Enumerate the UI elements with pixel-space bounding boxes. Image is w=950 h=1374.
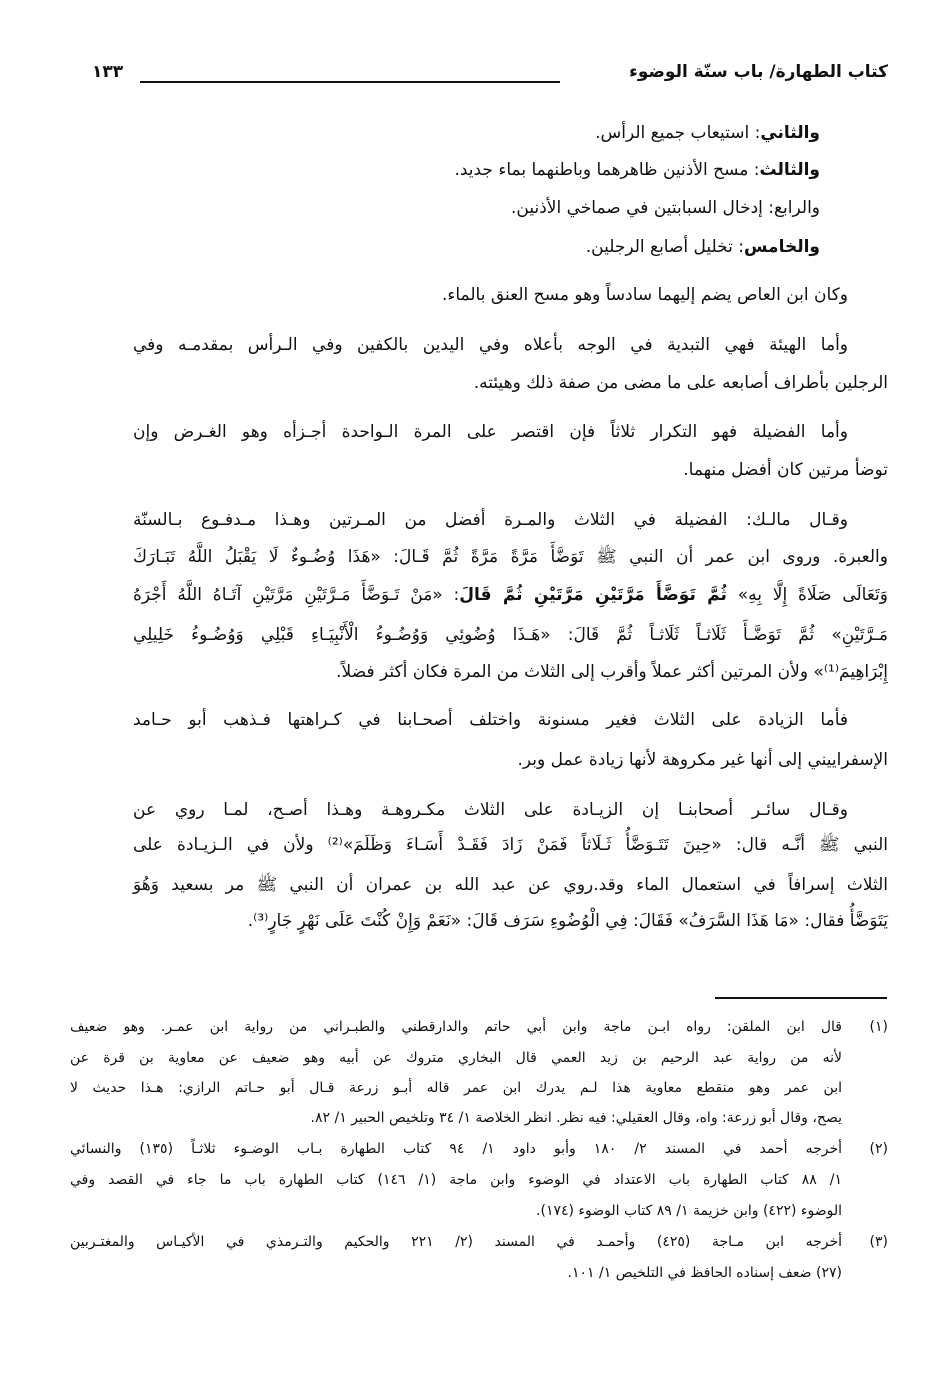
header-rule — [140, 81, 560, 83]
text-segment: وأما الفضيلة فهو التكرار ثلاثاً فإن اقتصر على المرة الـواحدة أجـزأه وهو الغـرض وإن — [133, 422, 848, 442]
text-line — [133, 419, 888, 445]
footnote-text: أخرجه أحمد في المسند ٢/ ١٨٠ وأبو داود ١/ ٩٤ كتاب الطهارة بـاب الوضـوء ثلاثـاً (١٣٥) والنسائي — [70, 1141, 843, 1157]
text-line — [133, 832, 888, 858]
text-line — [133, 908, 888, 934]
footnote-text: الوضوء (٤٢٢) وابن خزيمة ١/ ٨٩ كتاب الوضوء (١٧٤). — [536, 1203, 842, 1219]
text-line — [133, 195, 888, 221]
bold-text: والثاني — [760, 123, 820, 143]
text-segment: فأما الزيادة على الثلاث فغير مسنونة واختلف أصحـابنا في كـراهتها فـذهب أبو حـامد — [133, 710, 848, 730]
text-segment: يَتَوَضَّأُ فقال: «مَا هَذَا السَّرَفُ» فَقَالَ: فِي الْوُضُوءِ سَرَف قَالَ: «نَعَمْ وَإِنْ كُنْتَ عَلَى نَهْرٍ جَارٍ⁽³⁾. — [247, 911, 888, 931]
text-line — [133, 544, 888, 570]
text-line — [133, 507, 888, 533]
chapter-title: كتاب الطهارة/ باب سنّة الوضوء — [629, 62, 888, 82]
bold-text: ثُمَّ تَوَضَّأَ مَرَّتَيْنِ مَرَّتَيْنِ ثُمَّ قَالَ — [459, 585, 727, 605]
footnote-line — [68, 1077, 888, 1099]
text-segment: توضأ مرتين كان أفضل منهما. — [683, 460, 888, 480]
text-line — [133, 659, 888, 685]
footnote-number: (٣) — [869, 1234, 888, 1250]
footnote-number: (١) — [869, 1019, 888, 1035]
footnote-text: (٢٧) ضعف إسناده الحافظ في التلخيص ١/ ١٠١. — [567, 1265, 842, 1281]
text-line — [133, 157, 888, 183]
text-segment: وقـال مالـك: الفضيلة في الثلاث والمـرة أفضل من المـرتين وهـذا مـدفـوع بـالسنّة — [133, 510, 848, 530]
footnote-line — [68, 1262, 888, 1284]
text-segment: وأما الهيئة فهي التبدية في الوجه بأعلاه وفي اليدين بالكفين وفي الـرأس بمقدمـه وفي — [133, 335, 848, 355]
footnote-line — [68, 1169, 888, 1191]
text-segment: الإسفراييني إلى أنها غير مكروهة لأنها زيادة عمل وبر. — [517, 750, 888, 770]
text-line — [133, 370, 888, 396]
text-line — [133, 457, 888, 483]
footnote-text: يصح، وقال أبو زرعة: واه، وقال العقيلي: فيه نظر. انظر الخلاصة ١/ ٣٤ وتلخيص الحبير ١/ ٨٢. — [310, 1110, 842, 1126]
text-segment: والرابع: إدخال السبابتين في صماخي الأذنين. — [511, 198, 820, 218]
text-segment: الثلاث إسرافاً في استعمال الماء وقد.روي عن عبد الله بن عمران أن النبي ﷺ مر بسعيد وَهُوَ — [133, 875, 888, 895]
text-line — [133, 872, 888, 898]
footnote-line — [68, 1107, 888, 1129]
text-line — [133, 707, 888, 733]
footnote-line — [68, 1231, 888, 1253]
text-line — [133, 797, 888, 823]
text-segment: مَـرَّتَيْنِ» ثُمَّ تَوَضَّـأَ ثَلَاثـاً ثَلَاثـاً ثُمَّ قَالَ: «هَـذَا وُضُوئِي وَوُضُـوءُ الْأَنْبِيَـاءِ قَبْلِي وَوُضُـوءُ خَلِيلِي — [133, 625, 888, 645]
bold-text: والخامس — [744, 237, 820, 257]
text-line — [133, 332, 888, 358]
footnote-line — [68, 1138, 888, 1160]
text-line — [133, 582, 888, 608]
page-number: ١٣٣ — [92, 62, 124, 82]
text-segment: : تخليل أصابع الرجلين. — [585, 237, 745, 257]
text-segment: النبي ﷺ أنَّـه قال: «حِينَ تَتَـوَضَّأُ ثَـلَاثاً فَمَنْ زَادَ فَقَـدْ أَسَـاءَ وَظَلَمَ»⁽²⁾ ولأن في الـزيـادة على — [133, 835, 888, 855]
text-segment: وقـال سائـر أصحابنـا إن الزيـادة على الثلاث مكـروهـة وهـذا أصـح، لمـا روي عن — [133, 800, 848, 820]
footnote-text: أخرجه ابن مـاجة (٤٢٥) وأحمـد في المسند (٢/ ٢٢١ والحكيم والتـرمذي في الأكيـاس والمغتـربين — [70, 1234, 842, 1250]
footnote-number: (٢) — [869, 1141, 888, 1157]
text-line — [133, 282, 888, 308]
footnote-separator — [715, 997, 887, 999]
text-line — [133, 120, 888, 146]
footnote-line — [68, 1016, 888, 1038]
footnote-line — [68, 1047, 888, 1069]
footnote-text: ١/ ٨٨ كتاب الطهارة باب الاعتداد في الوضوء وابن ماجة (١/ ١٤٦) كتاب الطهارة باب ما جاء في القصد وفي — [70, 1172, 842, 1188]
text-segment: الرجلين بأطراف أصابعه على ما مضى من صفة ذلك وهيئته. — [473, 373, 888, 393]
text-segment: : استيعاب جميع الرأس. — [595, 123, 761, 143]
text-segment: وَتَعَالَى صَلَاةً إِلَّا بِهِ» — [726, 585, 888, 605]
text-segment: : مسح الأذنين ظاهرهما وباطنهما بماء جديد. — [454, 160, 760, 180]
footnote-text: ابن عمر وهو منقطع معاوية هذا لـم يدرك ابن عمر قاله أبـو زرعة قـال أبو حـاتم الرازي: هـذا حديث لا — [70, 1080, 842, 1096]
footnote-line — [68, 1200, 888, 1222]
text-line — [133, 622, 888, 648]
footnote-text: قال ابن الملقن: رواه ابـن ماجة وابن أبي حاتم والدارقطني والطبـراني من رواية ابن عمـر. وهو ضعيف — [70, 1019, 842, 1035]
text-line — [133, 747, 888, 773]
bold-text: والثالث — [759, 160, 820, 180]
footnote-text: لأنه من رواية عبد الرحيم بن زيد العمي قال البخاري متروك عن أبيه وهو ضعيف عن معاوية بن قرة عن — [70, 1050, 842, 1066]
text-segment: والعبرة. وروى ابن عمر أن النبي ﷺ تَوَضَّأَ مَرَّةً مَرَّةً ثُمَّ قَـالَ: «هَذَا وُضُـوءٌ لَا يَقْبَلُ اللَّهُ تَبَـارَكَ — [133, 547, 888, 567]
text-segment: : «مَنْ تَـوَضَّأَ مَـرَّتَيْنِ مَرَّتَيْنِ آتَـاهُ اللَّهُ أَجْرَهُ — [133, 585, 460, 605]
text-segment: وكان ابن العاص يضم إليهما سادساً وهو مسح العنق بالماء. — [441, 285, 848, 305]
text-line — [133, 234, 888, 260]
text-segment: إِبْرَاهِيمَ⁽¹⁾» ولأن المرتين أكثر عملاً وأقرب إلى الثلاث من المرة فكان أكثر فضلاً. — [336, 662, 888, 682]
